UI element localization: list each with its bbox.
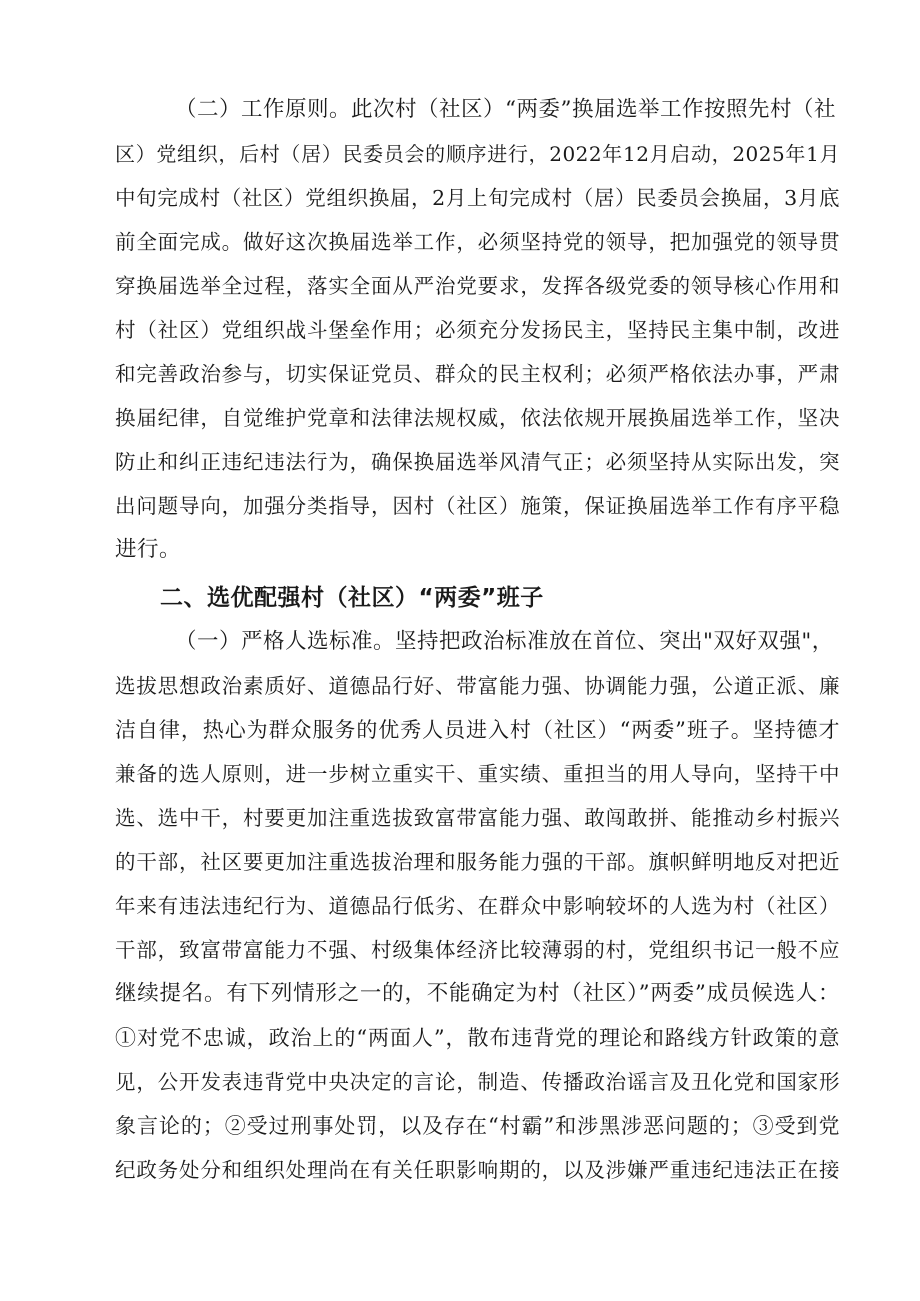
paragraph-line: 区）党组织，后村（居）民委员会的顺序进行，2022年12月启动，2025年1月 — [115, 142, 840, 166]
paragraph-line: 选、选中干，村要更加注重选拔致富带富能力强、敢闯敢拼、能推动乡村振兴 — [115, 806, 840, 830]
paragraph-line: 前全面完成。做好这次换届选举工作，必须坚持党的领导，把加强党的领导贯 — [115, 230, 840, 254]
paragraph-line: 的干部，社区要更加注重选拔治理和服务能力强的干部。旗帜鲜明地反对把近 — [115, 850, 840, 874]
paragraph-line: （一）严格人选标准。坚持把政治标准放在首位、突出"双好双强"， — [175, 629, 834, 654]
paragraph-line: 干部，致富带富能力不强、村级集体经济比较薄弱的村，党组织书记一般不应 — [115, 938, 840, 962]
section-heading: 二、选优配强村（社区）“两委”班子 — [160, 585, 544, 611]
paragraph-line: 出问题导向，加强分类指导，因村（社区）施策，保证换届选举工作有序平稳 — [115, 494, 840, 518]
paragraph-line: （二）工作原则。此次村（社区）“两委”换届选举工作按照先村（社 — [175, 97, 836, 122]
paragraph-line: 兼备的选人原则，进一步树立重实干、重实绩、重担当的用人导向，坚持干中 — [115, 762, 840, 786]
paragraph-line: 防止和纠正违纪违法行为，确保换届选举风清气正；必须坚持从实际出发，突 — [115, 450, 840, 474]
paragraph-line: 年来有违法违纪行为、道德品行低劣、在群众中影响较坏的人选为村（社区） — [115, 894, 840, 918]
paragraph-line: 选拔思想政治素质好、道德品行好、带富能力强、协调能力强，公道正派、廉 — [115, 674, 840, 698]
paragraph-line: 穿换届选举全过程，落实全面从严治党要求，发挥各级党委的领导核心作用和 — [115, 274, 840, 298]
paragraph-line: 换届纪律，自觉维护党章和法律法规权威，依法依规开展换届选举工作，坚决 — [115, 406, 840, 430]
paragraph-line: 村（社区）党组织战斗堡垒作用；必须充分发扬民主，坚持民主集中制，改进 — [115, 318, 840, 342]
paragraph-line: 洁自律，热心为群众服务的优秀人员进入村（社区）“两委”班子。坚持德才 — [115, 718, 840, 742]
paragraph-line: ①对党不忠诚，政治上的“两面人”，散布违背党的理论和路线方针政策的意 — [115, 1026, 840, 1050]
paragraph-line: 见，公开发表违背党中央决定的言论，制造、传播政治谣言及丑化党和国家形 — [115, 1070, 840, 1094]
paragraph-line: 纪政务处分和组织处理尚在有关任职影响期的，以及涉嫌严重违纪违法正在接 — [115, 1158, 840, 1182]
paragraph-line: 和完善政治参与，切实保证党员、群众的民主权利；必须严格依法办事，严肃 — [115, 362, 840, 386]
paragraph-line: 继续提名。有下列情形之一的，不能确定为村（社区）”两委”成员候选人： — [115, 981, 840, 1006]
paragraph-line: 进行。 — [115, 537, 182, 562]
paragraph-line: 象言论的；②受过刑事处罚，以及存在“村霸”和涉黑涉恶问题的；③受到党 — [115, 1114, 840, 1138]
paragraph-line: 中旬完成村（社区）党组织换届，2月上旬完成村（居）民委员会换届，3月底 — [115, 186, 840, 210]
